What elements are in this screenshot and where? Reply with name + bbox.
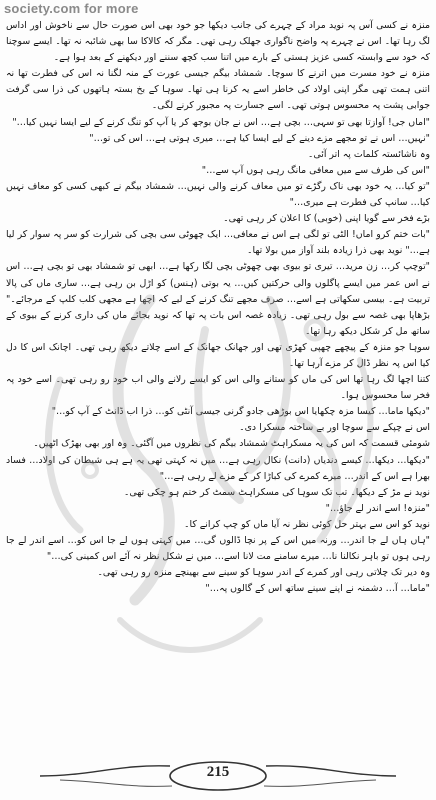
paragraph: کتنا اچھا لگ رہا تھا اس کی ماں کو ستانے والی اس کو ایسے رلانے والی اب خود رو رہی تھی۔ اسے خود پہ فخر سا محسوس ہوا۔	[6, 374, 430, 402]
paragraph: بڑے فخر سے گویا اپنی (خوبی) کا اعلان کر رہی تھی۔	[223, 213, 430, 225]
paragraph: منزہ نے کسی آس پہ نوید مراد کے چہرے کی جانب دیکھا جو خود بھی اس صورت حال سے ناخوش اور اداس لگ رہا تھا۔ اس نے چہرے پہ واضح ناگواری جھلک رہی تھی۔ مگر کہ کالاکا سا بھی شائبہ نہ تھا۔ ایسے سوچنا کہ خود سے وابستہ کسی عزیز ہستی کے بارے میں اتنا سب کچھ سننے اور دیکھنے کے بعد ہوا ہے۔	[6, 20, 430, 64]
site-watermark-text: society.com for more	[4, 1, 139, 16]
paragraph: اس نے چپکے سے سوچا اور بے ساختہ مسکرا دی۔	[239, 422, 430, 434]
paragraph: منزہ نے خود مسرت میں اترنے کا سوچا۔ شمشاد بیگم جیسی عورت کے منہ لگنا نہ اس کی فطرت تھا نہ اتنی ہمت تھی مگر اپنی اولاد کی خاطر اسے یہ کرنا ہی تھا۔ سوہا کے بخ بستہ ہاتھوں کی ذرا سی گرفت جوابی پشت پہ محسوس ہوتی تھی۔ اسے جسارت پہ مجبور کرنے لگی۔	[6, 68, 430, 112]
paragraph: "اماں جی! آوازتا بھی تو سہی… بچی ہے… اس نے جان بوجھ کر یا آپ کو تنگ کرنے کے لیے ایسا نہیں کیا…"	[12, 116, 430, 128]
paragraph: وہ دیر تک چلاتی رہی اور کمرے کے اندر سوہا کو سینے سے بھینچے منزہ رو رہی تھی۔	[97, 567, 430, 579]
paragraph: "بات ختم کرو اماں! الٹی تو لگی ہے اس نے معافی… ایک چھوٹی سی بچی کی شرارت کو سر پہ سوار کر لیا ہے…" نوید بھی ذرا زیادہ بلند آواز میں بولا تھا۔	[6, 229, 430, 257]
paragraph: "دیکھا… دیکھا… کیسے دندیاں (دانت) نکال رہی ہے… میں نہ کہتی تھی یہ ہے ہی شیطان کی اولاد… فساد بھرا ہے اس کے اندر… میرے کمرے کی کباڑا کر کے مزے لے رہی ہے…"	[6, 454, 430, 482]
paragraph: "اس کی طرف سے میں معافی مانگ رہی ہوں آپ سے…"	[201, 164, 430, 176]
paragraph: "دیکھا ماما… کیسا مزہ چکھایا اس بوڑھی جادو گرنی جیسی آنٹی کو… ذرا اب ڈانٹ کے آپ کو…"	[51, 406, 430, 418]
paragraph: نوید کو اس سے بہتر حل کوئی نظر نہ آیا ماں کو چپ کرانے کا۔	[183, 518, 430, 530]
page-footer	[0, 756, 436, 796]
paragraph: سوہا جو منزہ کے پیچھے چھپی کھڑی تھی اور جھانک جھانک کے اسے چلاتے دیکھ رہی تھی۔ اچانک اس کا دل کیا اس پہ نظر ڈال کر مزے آرہا تھا۔	[6, 341, 430, 369]
paragraph: "توچپ کر… زن مرید… تیری تو بیوی بھی چھوٹی بچی لگا رکھا ہے… ابھی تو شمشاد بھی تو بچی ہے… اس نے اس عمر میں ایسے پاگلوں والی حرکتیں کیں… یہ بوتی (ہنس) کو اڑل بن رہی ہے… ساری ماں کی پالا تربیت ہے۔ بیسی سکھاتی ہے اسے… صرف مجھے تنگ کرنے کے لیے کہ اچھا ہے مجھی کلب کلپ کے مرجائے۔" بڑھاپا بھی غصہ سے بول رہی تھی۔ زیادہ غصہ اس بات پہ تھا کہ نوید بجائے ماں کی داری کرنے کے بیوی کے ساتھ مل کر شکل دیکھ رہا تھا۔	[6, 261, 430, 337]
paragraph: "نہیں… اس نے تو مجھے مزے دینے کے لیے ایسا کیا ہے… میری ہوتی ہے… اس کی تو…"	[89, 132, 430, 144]
paragraph: وہ ناشائستہ کلمات پہ اتر آئی۔	[307, 148, 430, 160]
paragraph: نوید نے مڑ کے دیکھا۔ تب تک سوہا کی مسکراہٹ سمٹ کر ختم ہو چکی تھی۔	[123, 486, 430, 498]
paragraph: "ماما… آ… دشمنہ نے اپنے سینے ساتھ اس کے گالوں پہ…"	[205, 583, 430, 595]
paragraph: شومئی قسمت کہ اس کی یہ مسکراہٹ شمشاد بیگم کی نظروں میں آگئی۔ وہ اور بھی بھڑک اٹھیں۔	[33, 438, 430, 450]
page-number: 215	[206, 764, 230, 780]
paragraph: "تو کیا… یہ خود بھی ناک رگڑے تو میں معاف کرنے والی نہیں… شمشاد بیگم نے کبھی کسی کو معاف نہیں کیا… سانپ کی فطرت ہے میری…"	[6, 180, 430, 209]
paragraph: "منزہ! اسے اندر لے جاؤ…"	[325, 502, 430, 514]
urdu-text-body	[0, 18, 436, 753]
paragraph: "ہاں ہاں لے جا اندر… ورنہ میں اس کے پر نچا ڈالوں گی… میں کہتی ہوں لے جا اس کو… اسے اندر لے جا رہی ہوں تو باہر نکالنا نا… میرے سامنے مت لانا اسے… میں نے شکل نظر نہ آئے اس کمینی کی…"	[6, 535, 430, 563]
